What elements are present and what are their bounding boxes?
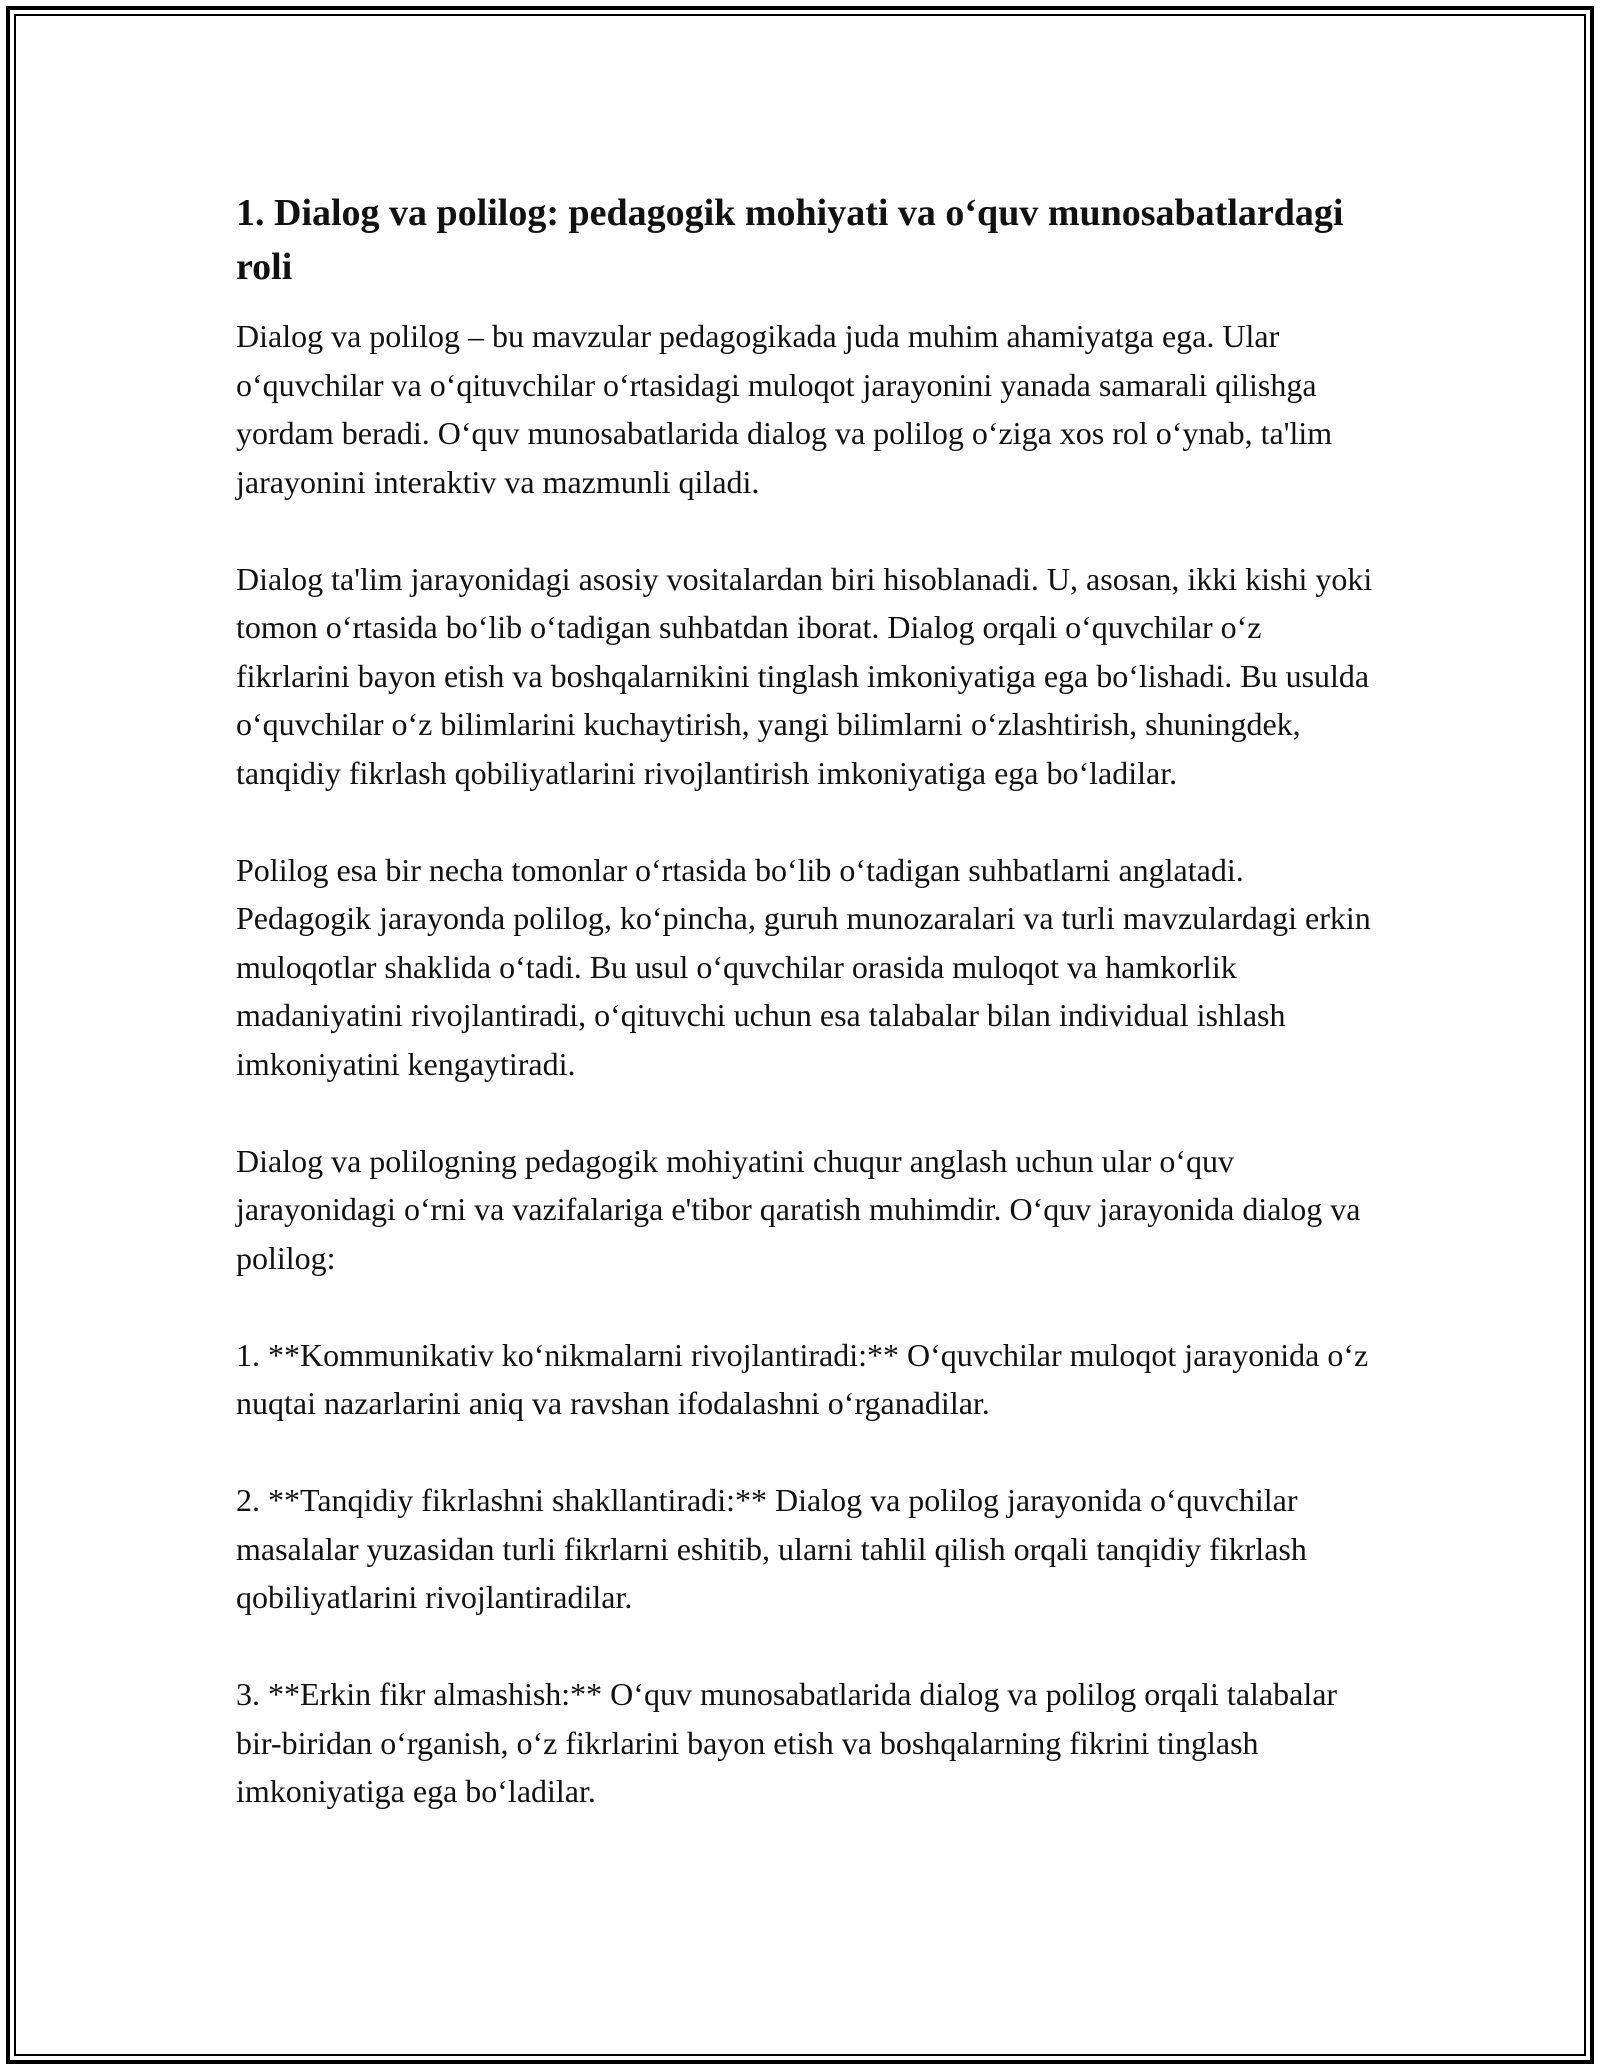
list-item-1: 1. **Kommunikativ ko‘nikmalarni rivojlantiradi:** O‘quvchilar muloqot jarayonida o‘z nuqtai nazarlarini aniq va ravshan ifodalashni o‘rganadilar. (236, 1336, 1369, 1421)
paragraph-dialog: Dialog ta'lim jarayonidagi asosiy vositalardan biri hisoblanadi. U, asosan, ikki kishi yoki tomon o‘rtasida bo‘lib o‘tadigan suhbatdan iborat. Dialog orqali o‘quvchilar o‘z fikrlarini bayon etish va boshqalarnikini tinglash imkoniyatiga ega bo‘lishadi. Bu usulda o‘quvchilar o‘z bilimlarini kuchaytirish, yangi bilimlarni o‘zlashtirish, shuningdek, tanqidiy fikrlash qobiliyatlarini rivojlantirish imkoniyatiga ega bo‘ladilar. (236, 560, 1373, 791)
paragraph-intro: Dialog va polilog – bu mavzular pedagogikada juda muhim ahamiyatga ega. Ular o‘quvchilar va o‘qituvchilar o‘rtasidagi muloqot jarayonini yanada samarali qilishga yordam beradi. O‘quv munosabatlarida dialog va polilog o‘ziga xos rol o‘ynab, ta'lim jarayonini interaktiv va mazmunli qiladi. (236, 318, 1333, 500)
section-heading: 1. Dialog va polilog: pedagogik mohiyati va o‘quv munosabatlardagi roli (236, 192, 1344, 288)
paragraph-essence: Dialog va polilogning pedagogik mohiyatini chuqur anglash uchun ular o‘quv jarayonidagi o‘rni va vazifalariga e'tibor qaratish muhimdir. O‘quv jarayonida dialog va polilog: (236, 1142, 1361, 1276)
list-item-2: 2. **Tanqidiy fikrlashni shakllantiradi:** Dialog va polilog jarayonida o‘quvchilar masalalar yuzasidan turli fikrlarni eshitib, ularni tahlil qilish orqali tanqidiy fikrlash qobiliyatlarini rivojlantiradilar. (236, 1482, 1307, 1615)
document-body (236, 186, 1376, 1864)
paragraph-polilog: Polilog esa bir necha tomonlar o‘rtasida bo‘lib o‘tadigan suhbatlarni anglatadi. Pedagogik jarayonda polilog, ko‘pincha, guruh munozaralari va turli mavzulardagi erkin muloqotlar shaklida o‘tadi. Bu usul o‘quvchilar orasida muloqot va hamkorlik madaniyatini rivojlantiradi, o‘qituvchi uchun esa talabalar bilan individual ishlash imkoniyatini kengaytiradi. (236, 851, 1371, 1082)
list-item-3: 3. **Erkin fikr almashish:** O‘quv munosabatlarida dialog va polilog orqali talabalar bir-biridan o‘rganish, o‘z fikrlarini bayon etish va boshqalarning fikrini tinglash imkoniyatiga ega bo‘ladilar. (236, 1676, 1338, 1809)
